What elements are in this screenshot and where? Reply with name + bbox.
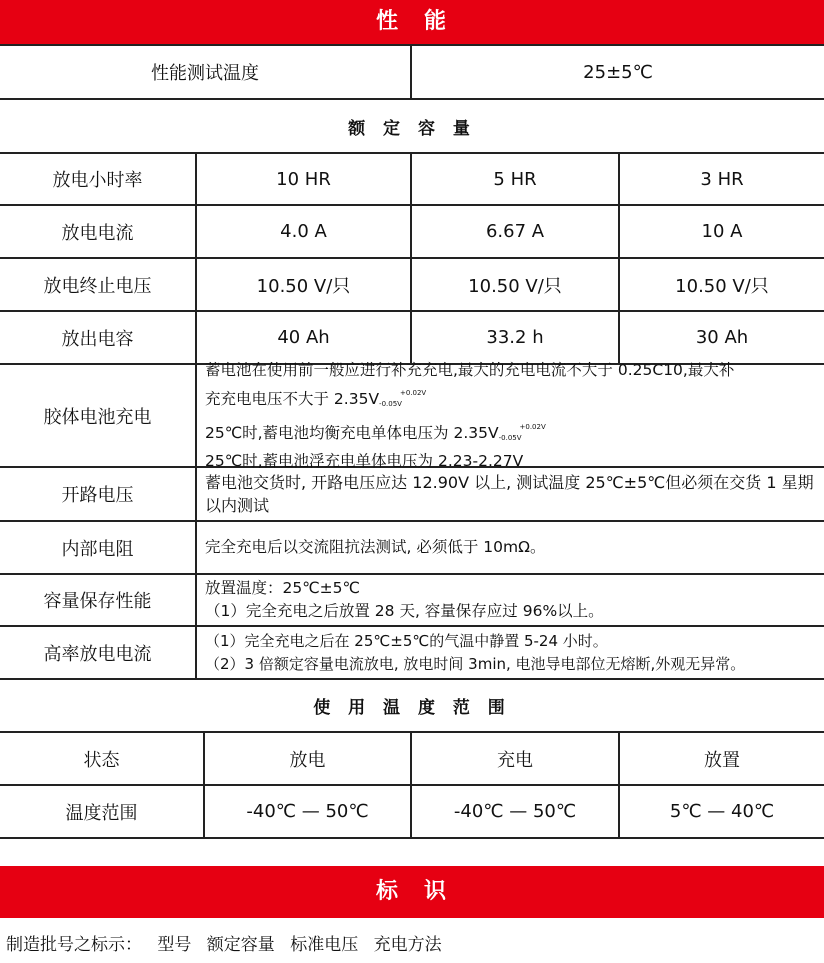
marking-bar — [0, 866, 824, 918]
table-cell: -40℃ — 50℃ — [205, 786, 412, 837]
row-label: 温度范围 — [0, 786, 205, 837]
header-cell: 放置 — [704, 749, 740, 771]
high-rate-row — [0, 627, 824, 680]
capacity-retention-row — [0, 575, 824, 627]
row-label: 放电小时率 — [0, 154, 197, 204]
table-cell: 10 HR — [197, 154, 412, 204]
row-label: 胶体电池充电 — [0, 365, 197, 466]
table-row — [0, 312, 824, 365]
gel-line-3: 25℃时,蓄电池均衡充电单体电压为 2.35V — [205, 423, 499, 442]
table-cell: 4.0 A — [197, 206, 412, 257]
header-cell: 充电 — [412, 733, 620, 784]
internal-resistance-text-content: 完全充电后以交流阻抗法测试, 必须低于 10mΩ。 — [205, 538, 546, 556]
table-cell: 10.50 V/只 — [412, 259, 620, 310]
retention-line-1: 放置温度：25℃±5℃ — [205, 579, 360, 597]
high-rate-text — [197, 627, 824, 678]
gel-line-2-sub: -0.05V — [379, 399, 402, 408]
gel-line-4: 25℃时,蓄电池浮充电单体电压为 2.23-2.27V — [205, 451, 524, 470]
row-label: 放出电容 — [0, 312, 197, 363]
open-circuit-text — [197, 468, 824, 520]
usage-temp-title: 使 用 温 度 范 围 — [313, 698, 511, 718]
row-label: 高率放电电流 — [0, 627, 197, 678]
header-cell: 状态 — [0, 733, 205, 784]
retention-line-2: （1）完全充电之后放置 28 天, 容量保存应过 96%以上。 — [205, 602, 604, 620]
marking-text: 制造批号之标示： 型号 额定容量 标准电压 充电方法 — [6, 935, 442, 955]
internal-resistance-text — [197, 522, 824, 573]
gel-line-2: 充充电电压不大于 2.35V — [205, 389, 380, 408]
gel-line-3-sup: +0.02V — [519, 422, 546, 431]
rated-capacity-title: 额 定 容 量 — [348, 118, 476, 139]
table-cell: 3 HR — [700, 168, 744, 190]
table-cell: 10.50 V/只 — [197, 259, 412, 310]
high-rate-line-2: （2）3 倍额定容量电流放电, 放电时间 3min, 电池导电部位无熔断,外观无异常。 — [205, 654, 746, 673]
header-title: 性 能 — [375, 9, 448, 34]
test-temp-value: 25±5℃ — [583, 61, 653, 83]
gel-line-2-sup: +0.02V — [399, 388, 427, 397]
gel-line-1: 蓄电池在使用前一般应进行补充充电,最大的充电电流不大于 0.25C10,最大补 — [205, 360, 735, 379]
header-cell: 放电 — [205, 733, 412, 784]
open-circuit-row — [0, 468, 824, 522]
header-bar — [0, 0, 824, 44]
row-label: 放电终止电压 — [0, 259, 197, 310]
test-temp-label: 性能测试温度 — [0, 46, 412, 98]
table-cell: -40℃ — 50℃ — [412, 786, 620, 837]
table-cell: 40 Ah — [197, 312, 412, 363]
table-row — [0, 733, 824, 786]
marking-title: 标 识 — [375, 879, 448, 904]
row-label: 开路电压 — [0, 468, 197, 520]
table-cell: 10.50 V/只 — [675, 275, 769, 297]
table-row — [0, 154, 824, 206]
test-temp-row — [0, 46, 824, 100]
high-rate-line-1: （1）完全充电之后在 25℃±5℃的气温中静置 5-24 小时。 — [205, 631, 608, 650]
gel-charge-row — [0, 360, 824, 470]
table-row — [0, 786, 824, 839]
capacity-retention-text — [197, 575, 824, 625]
table-cell: 6.67 A — [412, 206, 620, 257]
open-circuit-text-content: 蓄电池交货时, 开路电压应达 12.90V 以上, 测试温度 25℃±5℃但必须在交货 1 星期以内测试 — [205, 473, 814, 515]
table-cell: 5℃ — 40℃ — [669, 801, 775, 822]
row-label: 容量保存性能 — [0, 575, 197, 625]
gel-charge-text — [197, 360, 824, 470]
table-cell: 10 A — [701, 221, 743, 242]
table-cell: 5 HR — [412, 154, 620, 204]
rated-capacity-title-row — [0, 100, 824, 154]
row-label: 放电电流 — [0, 206, 197, 257]
table-row — [0, 259, 824, 312]
table-cell: 30 Ah — [695, 327, 749, 348]
row-label: 内部电阻 — [0, 522, 197, 573]
usage-temp-title-row — [0, 680, 824, 733]
gel-line-3-sub: -0.05V — [498, 433, 522, 442]
internal-resistance-row — [0, 522, 824, 575]
table-cell: 33.2 h — [412, 312, 620, 363]
table-row — [0, 206, 824, 259]
